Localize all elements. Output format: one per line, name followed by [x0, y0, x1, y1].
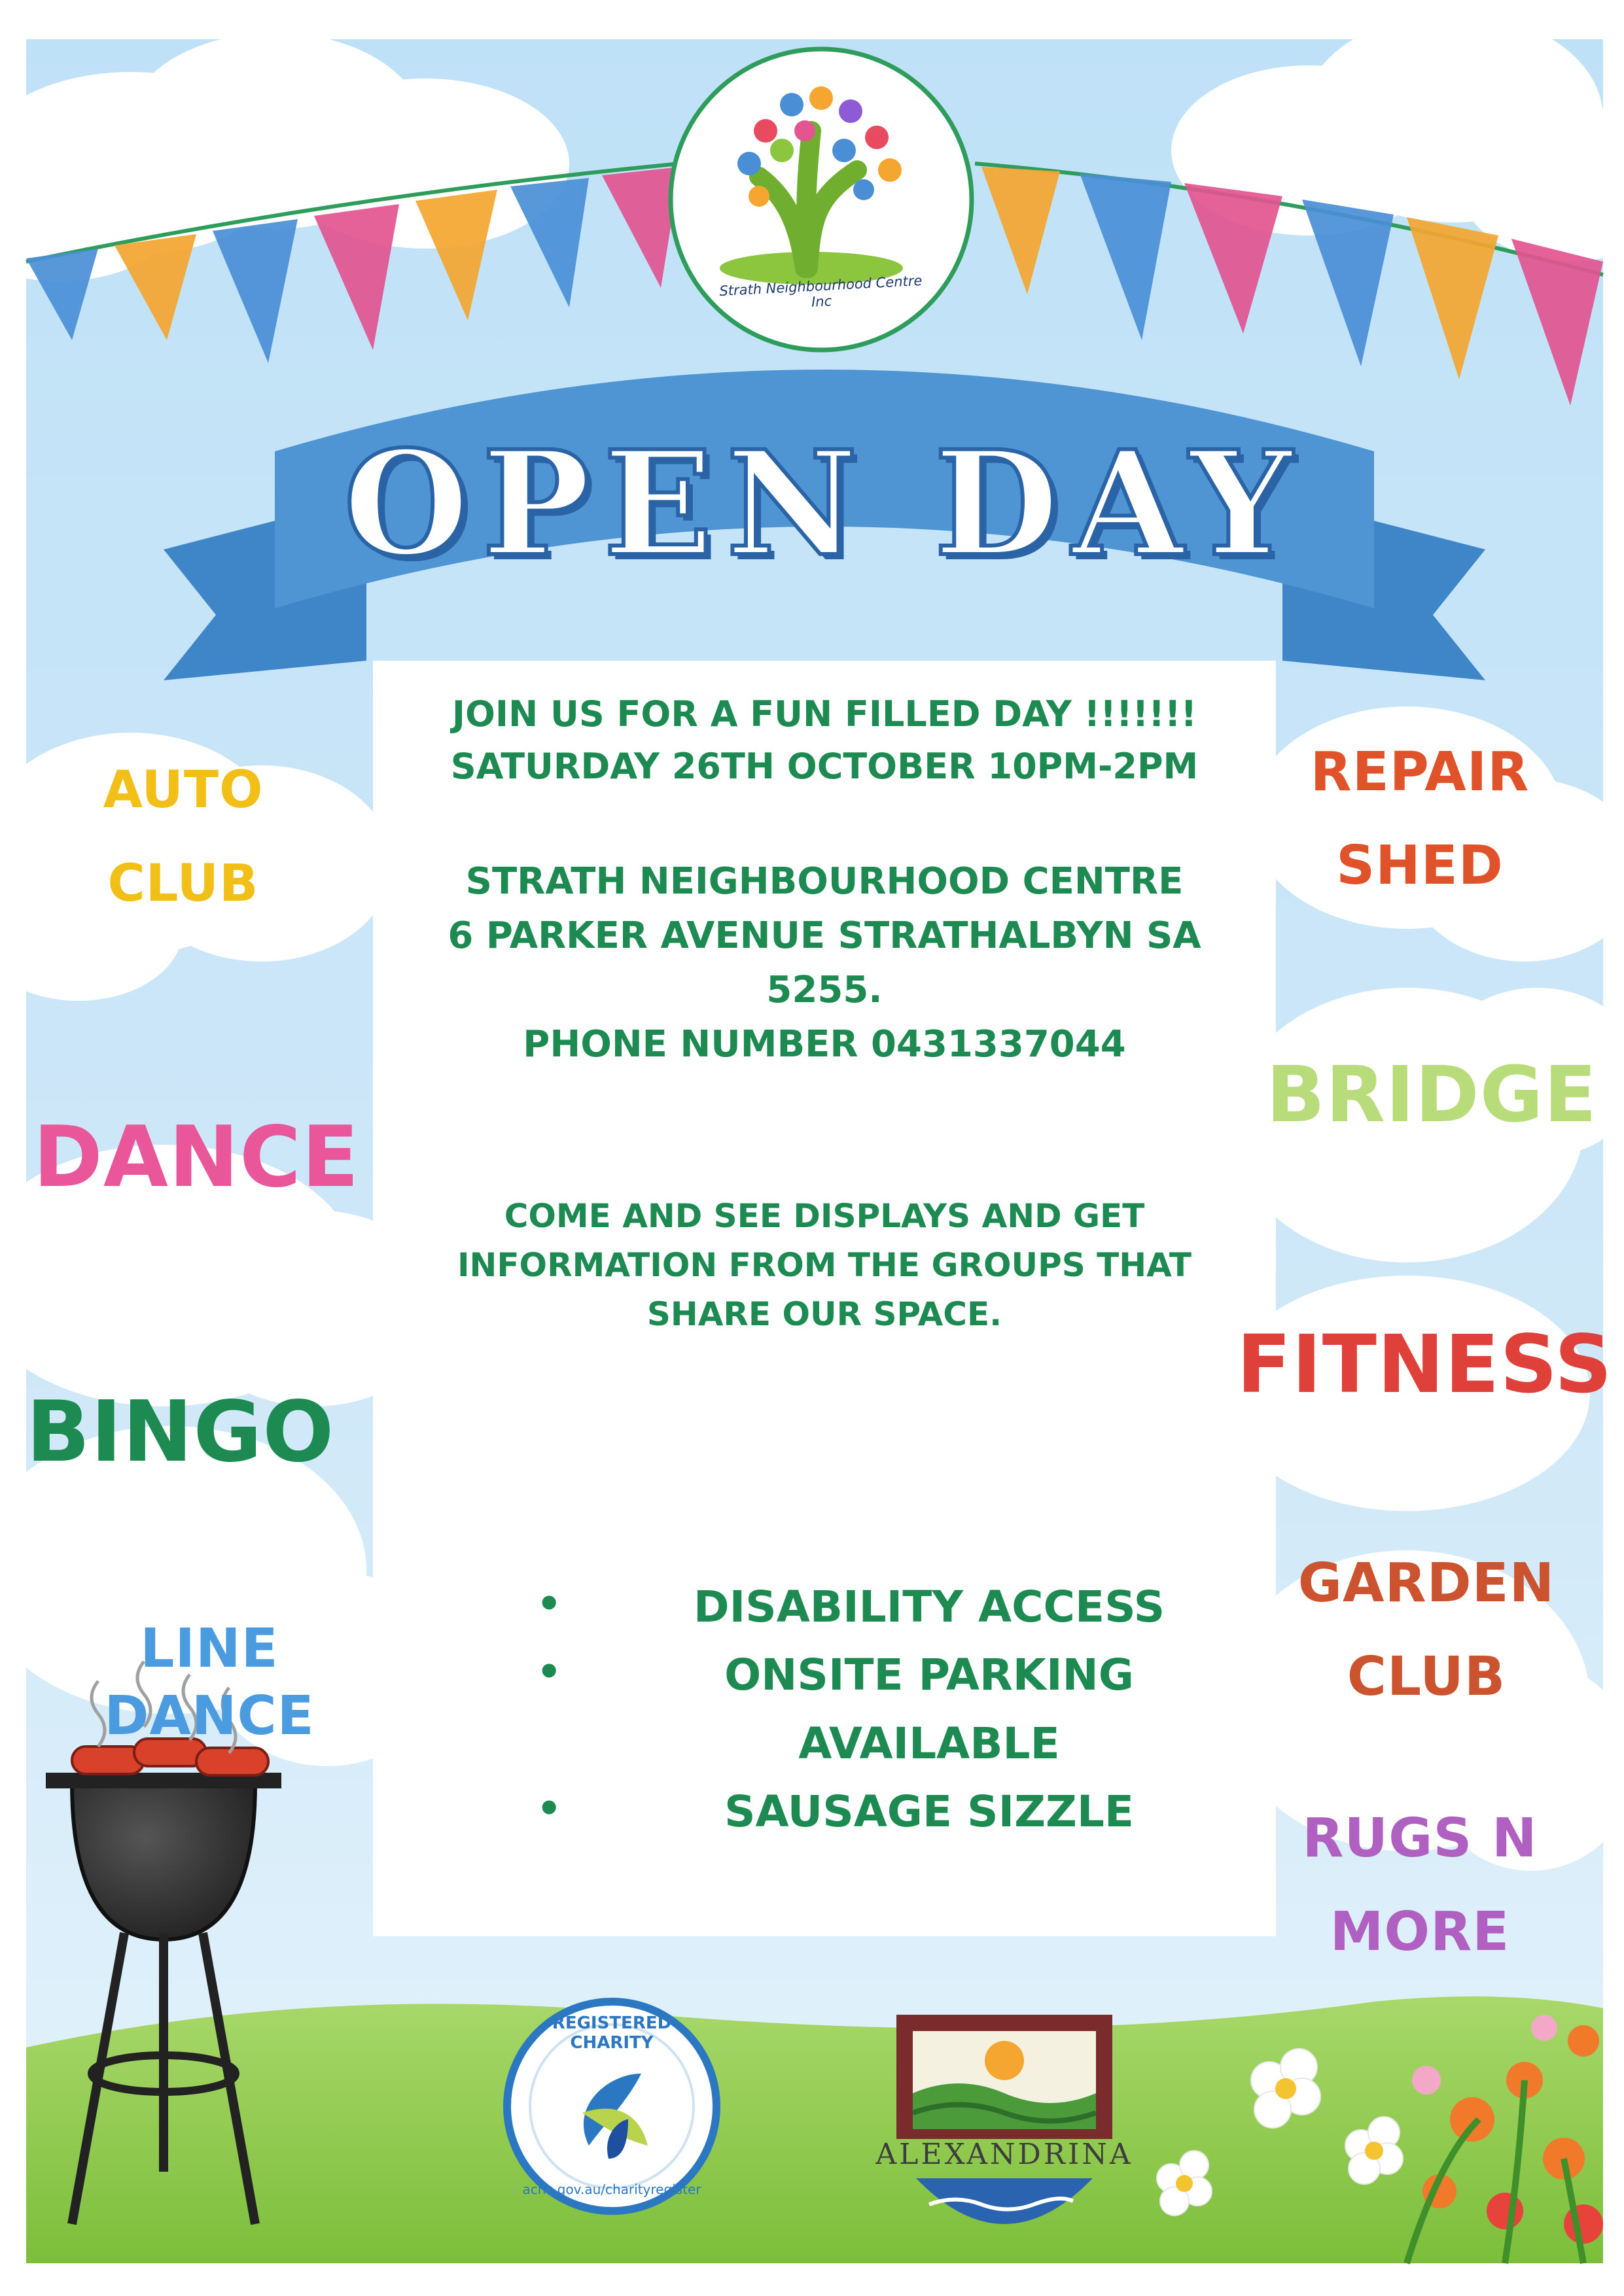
venue-phone: PHONE NUMBER 0431337044	[523, 1023, 1126, 1066]
page-title: OPEN DAY	[343, 419, 1305, 588]
council-logo-name: ALEXANDRINA	[875, 2138, 1133, 2171]
grass	[26, 1996, 1603, 2263]
activity-rugs-n-more	[1289, 1805, 1551, 1966]
logo-caption: Strath Neighbourhood Centre Inc	[718, 272, 923, 310]
activity-garden-club-line-1: GARDEN	[1297, 1552, 1555, 1614]
activity-repair-shed-line-1: REPAIR	[1310, 741, 1530, 803]
description-line-1: COME AND SEE DISPLAYS AND GET	[504, 1197, 1145, 1235]
event-date-time: SATURDAY 26TH OCTOBER 10PM-2PM	[450, 746, 1199, 787]
activity-auto-club-line-2: CLUB	[107, 854, 259, 913]
activity-repair-shed	[1282, 739, 1557, 899]
activity-garden-club-line-2: CLUB	[1347, 1645, 1506, 1708]
activity-dance: DANCE	[33, 1109, 360, 1206]
feature-item: • SAUSAGE SIZZLE	[510, 1778, 1230, 1846]
venue-name: STRATH NEIGHBOURHOOD CENTRE	[465, 860, 1184, 903]
activity-garden-club	[1289, 1550, 1564, 1711]
activity-auto-club	[52, 759, 314, 916]
activity-fitness: FITNESS	[1237, 1318, 1613, 1411]
venue-address-2: 5255.	[766, 969, 883, 1011]
activity-line-dance: LINE DANCE	[104, 1618, 315, 1747]
description-line-2: INFORMATION FROM THE GROUPS THAT	[457, 1246, 1192, 1284]
activity-repair-shed-line-2: SHED	[1336, 834, 1504, 897]
activity-bingo: BINGO	[26, 1383, 335, 1481]
charity-badge-url: acnc.gov.au/charityregister	[522, 2182, 701, 2197]
activity-bridge: BRIDGE	[1266, 1049, 1598, 1139]
venue-address-1: 6 PARKER AVENUE STRATHALBYN SA	[448, 914, 1201, 957]
charity-badge-title: REGISTERED CHARITY	[552, 2013, 672, 2053]
activity-auto-club-line-1: AUTO	[103, 761, 264, 820]
description-line-3: SHARE OUR SPACE.	[646, 1295, 1002, 1333]
features-list	[510, 1573, 1230, 1846]
activity-rugs-n-more-line-1: RUGS N	[1302, 1807, 1538, 1870]
feature-item: • ONSITE PARKING AVAILABLE	[510, 1641, 1230, 1778]
intro-line-1: JOIN US FOR A FUN FILLED DAY !!!!!!!	[451, 693, 1197, 735]
activity-rugs-n-more-line-2: MORE	[1330, 1900, 1510, 1963]
feature-item: • DISABILITY ACCESS	[510, 1573, 1230, 1641]
